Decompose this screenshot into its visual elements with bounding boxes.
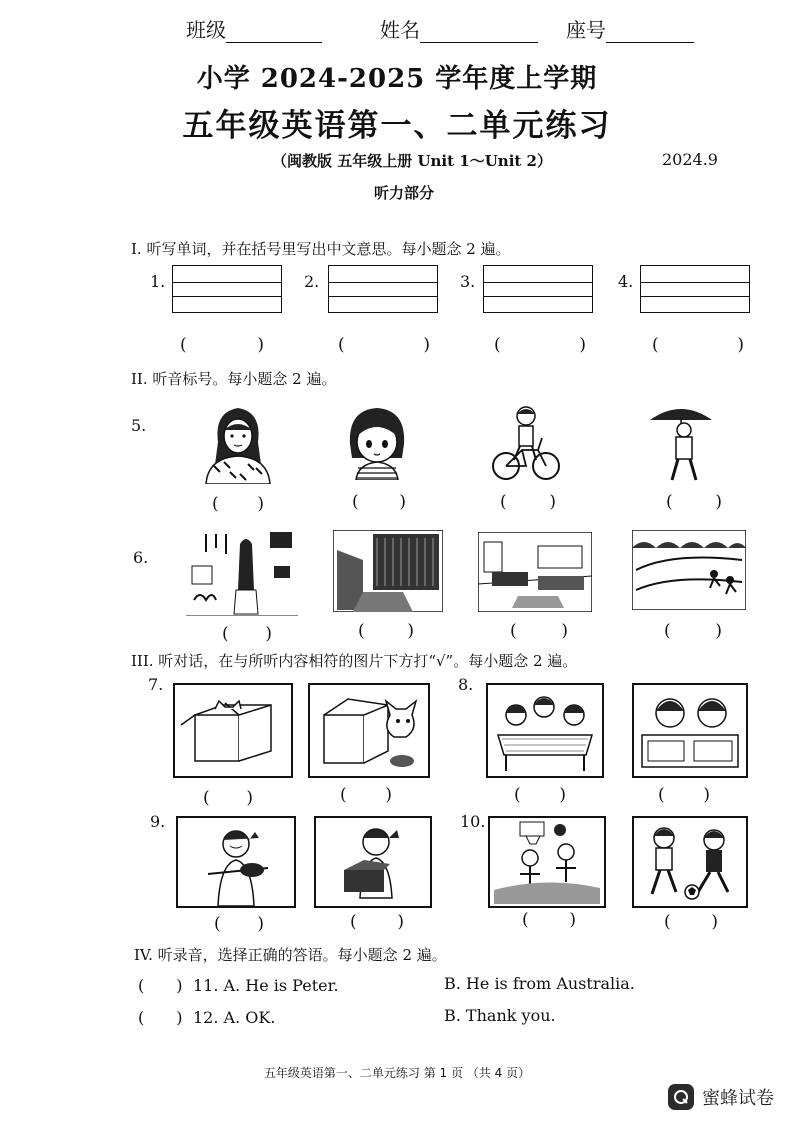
section1-heading: I. 听写单词，并在括号里写出中文意思。每小题念 2 遍。	[131, 240, 511, 258]
item2-number: 2.	[304, 272, 320, 291]
seat-label: 座号	[566, 18, 606, 42]
class-blank[interactable]	[226, 22, 322, 43]
picture-dog-by-box	[308, 683, 430, 778]
picture-family-dinner	[486, 683, 604, 778]
item4-number: 4.	[618, 272, 634, 291]
picture-girl-gift-box	[314, 816, 432, 908]
q8-number: 8.	[458, 675, 474, 694]
name-field[interactable]	[380, 14, 538, 43]
picture-kids-football	[632, 816, 748, 908]
q12-answer-blank[interactable]: ( )	[138, 1008, 183, 1027]
item1-number: 1.	[150, 272, 166, 291]
picture-girl-violin	[176, 816, 296, 908]
q9-number: 9.	[150, 812, 166, 831]
seat-blank[interactable]	[606, 22, 694, 43]
page-footer: 五年级英语第一、二单元练习 第 1 页 （共 4 页）	[263, 1066, 531, 1080]
picture-kitchen	[186, 530, 298, 616]
part-title: 听力部分	[374, 184, 435, 202]
name-label: 姓名	[380, 18, 420, 42]
date: 2024.9	[662, 150, 718, 169]
picture-girl-long-hair	[200, 402, 276, 484]
section4-heading: IV. 听录音，选择正确的答语。每小题念 2 遍。	[134, 946, 447, 964]
watermark	[668, 1084, 774, 1110]
q7-number: 7.	[148, 675, 164, 694]
picture-playground	[632, 530, 746, 610]
q6-number: 6.	[133, 548, 149, 567]
title-line2: 五年级英语第一、二单元练习	[182, 108, 612, 144]
write-box-1[interactable]	[172, 265, 282, 313]
class-label: 班级	[186, 18, 226, 42]
name-blank[interactable]	[420, 22, 538, 43]
picture-boy-riding-bike	[490, 404, 562, 482]
picture-cat-in-box	[173, 683, 293, 778]
write-box-4[interactable]	[640, 265, 750, 313]
q11-option-a: 11. A. He is Peter.	[193, 976, 339, 995]
seat-field[interactable]	[566, 14, 694, 43]
q12-option-b: B. Thank you.	[444, 1006, 556, 1025]
class-field[interactable]	[186, 14, 322, 43]
picture-kids-basketball	[488, 816, 606, 908]
item3-number: 3.	[460, 272, 476, 291]
picture-kids-drawing	[632, 683, 748, 778]
picture-man-with-umbrella	[648, 404, 714, 482]
q11-option-b: B. He is from Australia.	[444, 974, 635, 993]
watermark-text: 蜜蜂试卷	[702, 1088, 774, 1109]
subtitle: （闽教版 五年级上册 Unit 1～Unit 2）	[272, 152, 552, 170]
q5-number: 5.	[131, 416, 147, 435]
q11-answer-blank[interactable]: ( )	[138, 976, 183, 995]
q10-number: 10.	[460, 812, 486, 831]
section2-heading: II. 听音标号。每小题念 2 遍。	[131, 370, 337, 388]
picture-library	[333, 530, 443, 612]
picture-girl-short-hair	[342, 404, 412, 480]
picture-living-room	[478, 532, 592, 612]
section3-heading: III. 听对话，在与所听内容相符的图片下方打“√”。每小题念 2 遍。	[131, 652, 578, 670]
title-line1: 小学 2024-2025 学年度上学期	[196, 64, 598, 94]
write-box-3[interactable]	[483, 265, 593, 313]
q12-option-a: 12. A. OK.	[193, 1008, 276, 1027]
bee-logo-icon	[668, 1084, 694, 1110]
write-box-2[interactable]	[328, 265, 438, 313]
